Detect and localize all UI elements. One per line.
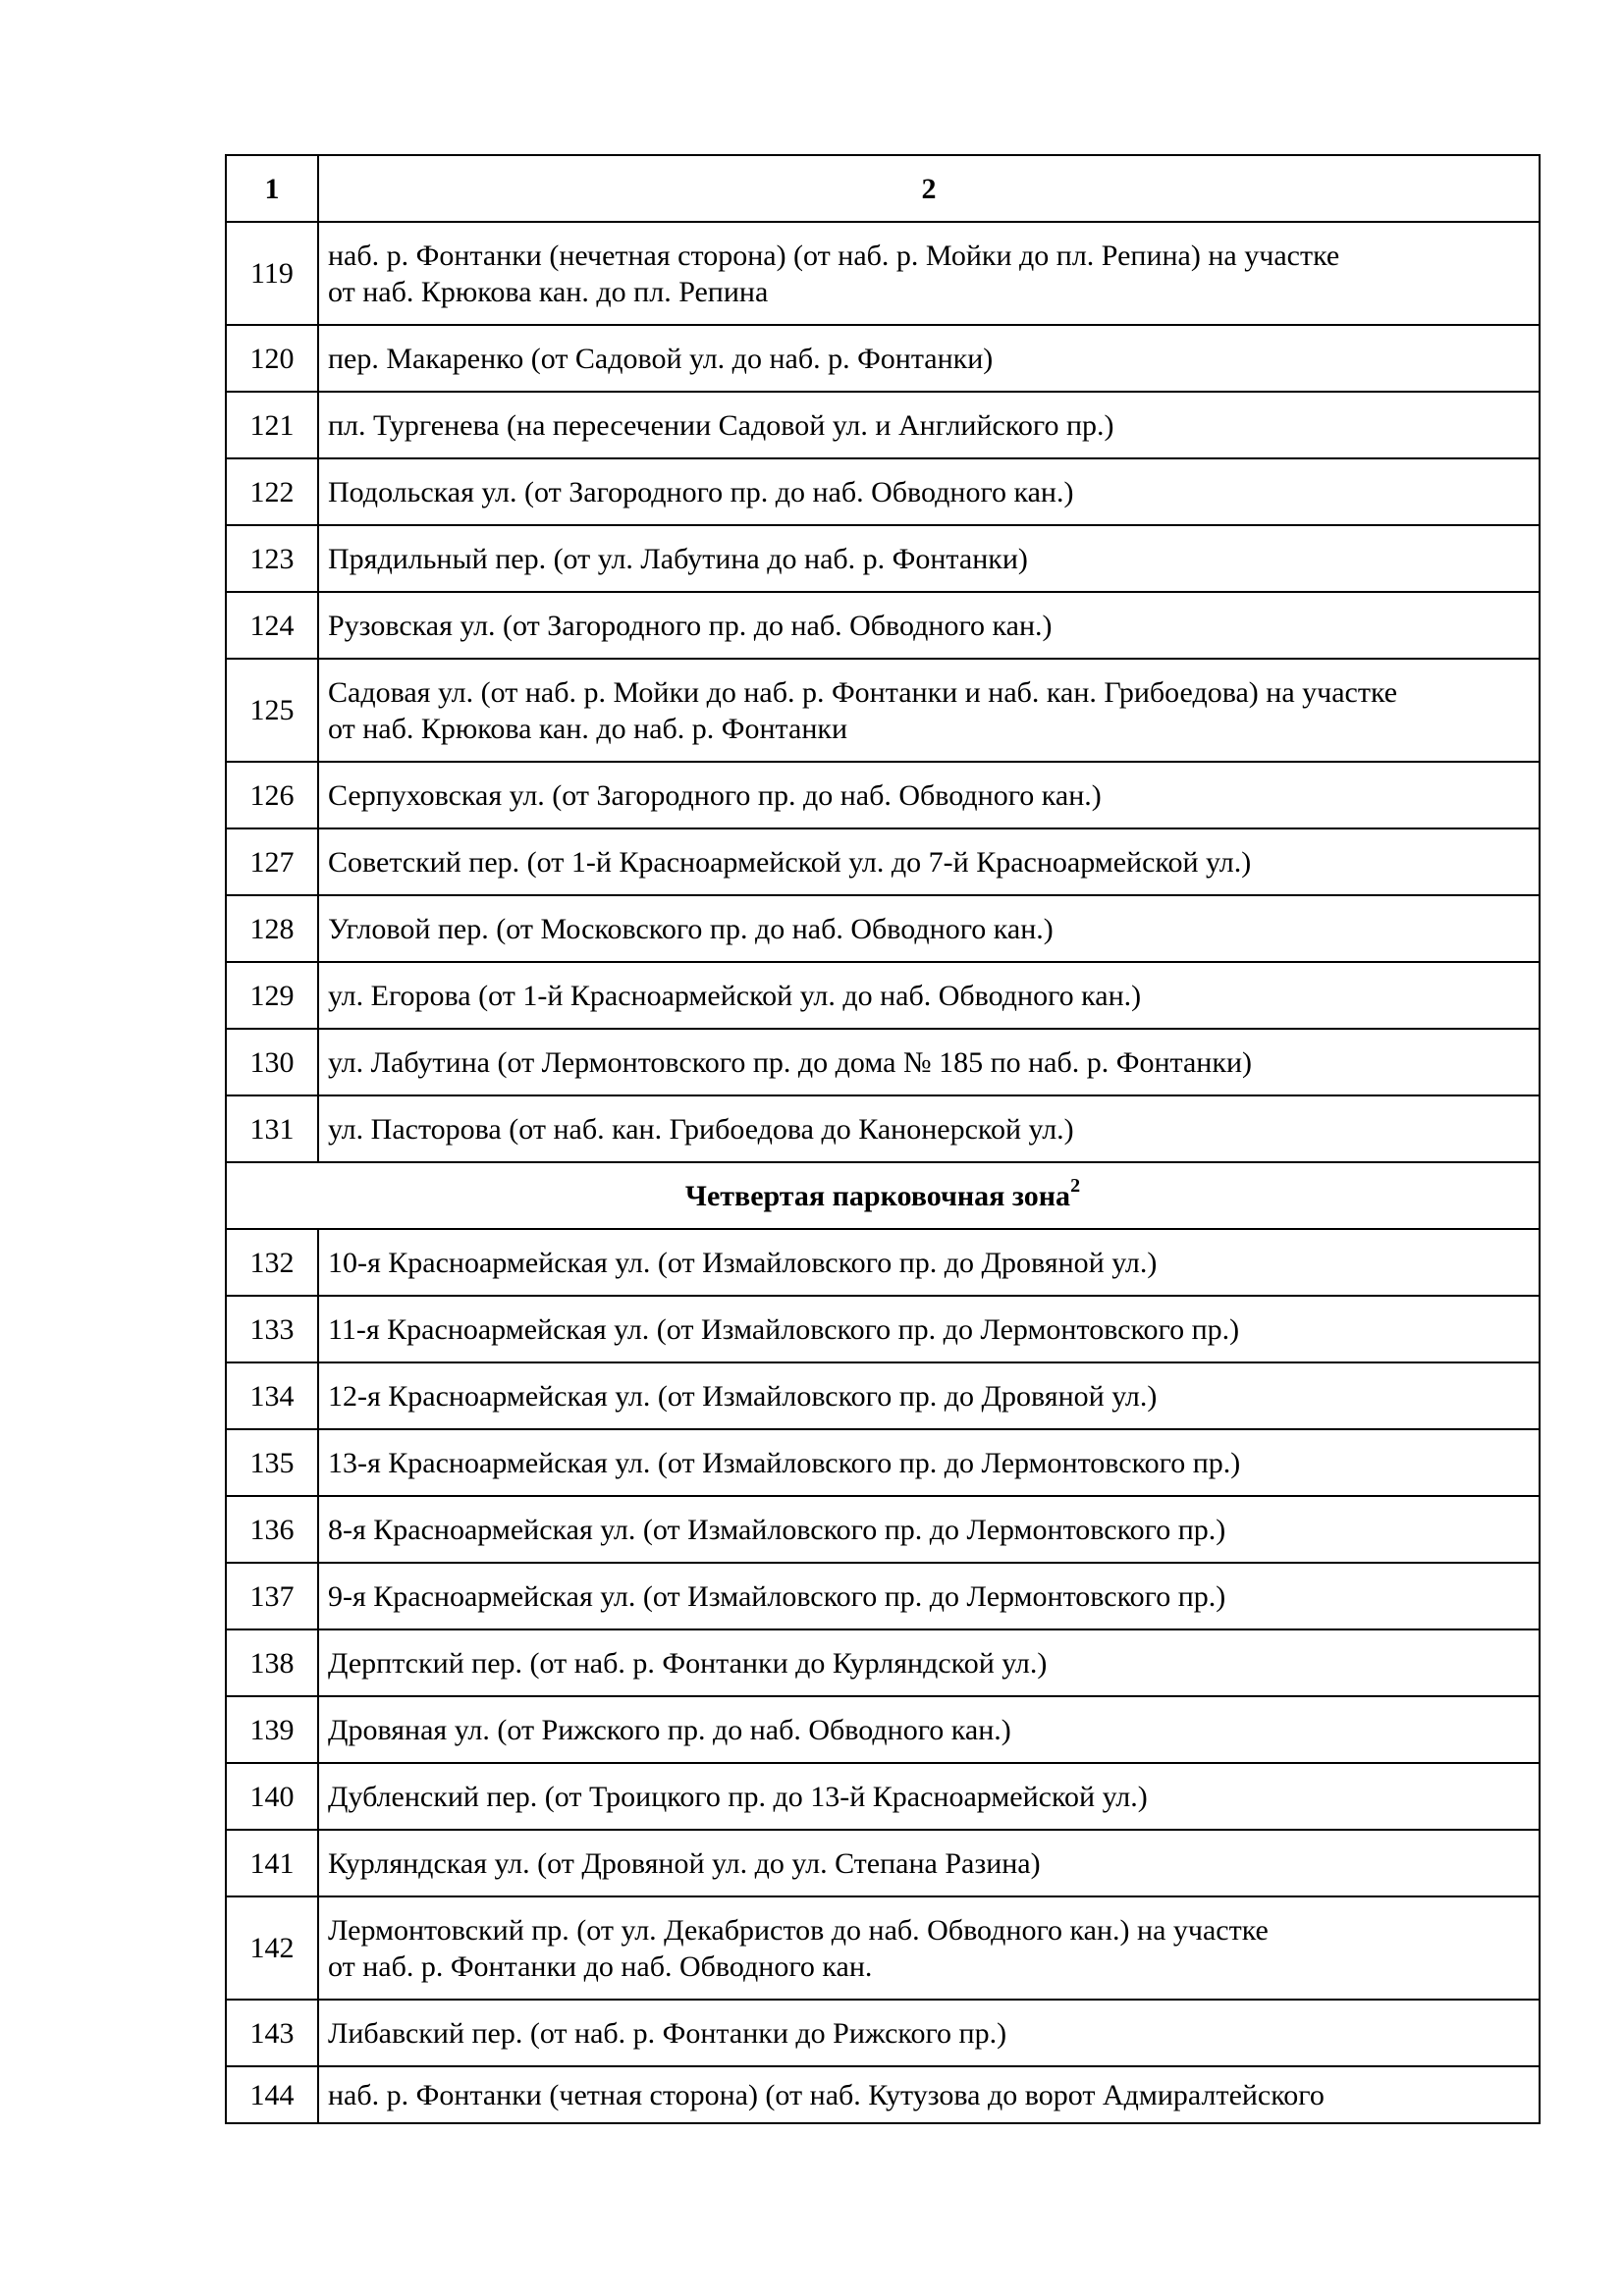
table-row [226, 1095, 1540, 1162]
table-row [226, 1896, 1540, 2000]
table-row [226, 1296, 1540, 1362]
table-row [226, 962, 1540, 1029]
street-description [318, 1095, 1540, 1162]
row-number: 144 [226, 2066, 318, 2123]
row-number: 132 [226, 1229, 318, 1296]
row-number: 133 [226, 1296, 318, 1362]
table-row [226, 1830, 1540, 1896]
section-footnote-mark: 2 [1070, 1174, 1081, 1197]
row-number: 124 [226, 592, 318, 659]
row-number: 136 [226, 1496, 318, 1563]
street-description-line: Угловой пер. (от Московского пр. до наб. Обводного кан.) [328, 912, 1054, 945]
row-number: 139 [226, 1696, 318, 1763]
table-header-row [226, 155, 1540, 222]
row-number: 131 [226, 1095, 318, 1162]
street-description-line: Курляндская ул. (от Дровяной ул. до ул. Степана Разина) [328, 1846, 1041, 1880]
street-description [318, 525, 1540, 592]
row-number: 134 [226, 1362, 318, 1429]
street-description [318, 1629, 1540, 1696]
table-row [226, 1229, 1540, 1296]
street-description-line: Лермонтовский пр. (от ул. Декабристов до наб. Обводного кан.) на участке [328, 1913, 1269, 1947]
street-description [318, 895, 1540, 962]
table-row [226, 1029, 1540, 1095]
street-description [318, 659, 1540, 762]
table-row [226, 222, 1540, 325]
street-description-line: Либавский пер. (от наб. р. Фонтанки до Рижского пр.) [328, 2016, 1007, 2050]
street-description-line: Прядильный пер. (от ул. Лабутина до наб. р. Фонтанки) [328, 542, 1028, 575]
street-description [318, 222, 1540, 325]
street-description [318, 828, 1540, 895]
row-number: 138 [226, 1629, 318, 1696]
street-description-line: наб. р. Фонтанки (нечетная сторона) (от наб. р. Мойки до пл. Репина) на участке [328, 239, 1340, 272]
row-number: 128 [226, 895, 318, 962]
street-description-line: 12-я Красноармейская ул. (от Измайловского пр. до Дровяной ул.) [328, 1379, 1158, 1413]
street-description [318, 1496, 1540, 1563]
row-number: 127 [226, 828, 318, 895]
street-description [318, 1296, 1540, 1362]
table-row [226, 659, 1540, 762]
street-description-line: 11-я Красноармейская ул. (от Измайловского пр. до Лермонтовского пр.) [328, 1312, 1240, 1346]
street-description [318, 962, 1540, 1029]
street-description-line: Дубленский пер. (от Троицкого пр. до 13-й Красноармейской ул.) [328, 1780, 1148, 1813]
section-header-row [226, 1162, 1540, 1229]
street-description [318, 1763, 1540, 1830]
street-description [318, 1896, 1540, 2000]
row-number: 126 [226, 762, 318, 828]
table-row [226, 1563, 1540, 1629]
table-row [226, 895, 1540, 962]
row-number: 125 [226, 659, 318, 762]
street-description [318, 1229, 1540, 1296]
table-row [226, 325, 1540, 392]
street-description-line: пер. Макаренко (от Садовой ул. до наб. р. Фонтанки) [328, 342, 994, 375]
street-description [318, 392, 1540, 458]
street-description-line: пл. Тургенева (на пересечении Садовой ул. и Английского пр.) [328, 408, 1114, 442]
street-description [318, 1429, 1540, 1496]
street-description [318, 592, 1540, 659]
street-description-line: ул. Лабутина (от Лермонтовского пр. до дома № 185 по наб. р. Фонтанки) [328, 1045, 1252, 1079]
table-row [226, 2066, 1540, 2123]
street-description-line: ул. Егорова (от 1-й Красноармейской ул. до наб. Обводного кан.) [328, 979, 1142, 1012]
table-row [226, 458, 1540, 525]
street-description-line: Дерптский пер. (от наб. р. Фонтанки до Курляндской ул.) [328, 1646, 1048, 1680]
header-col-description: 2 [318, 155, 1540, 222]
street-description-line: от наб. р. Фонтанки до наб. Обводного кан. [328, 1949, 873, 1983]
row-number: 135 [226, 1429, 318, 1496]
row-number: 120 [226, 325, 318, 392]
table-row [226, 1496, 1540, 1563]
street-description-line: Дровяная ул. (от Рижского пр. до наб. Обводного кан.) [328, 1713, 1011, 1746]
row-number: 140 [226, 1763, 318, 1830]
street-description [318, 762, 1540, 828]
row-number: 122 [226, 458, 318, 525]
row-number: 129 [226, 962, 318, 1029]
street-description-line: наб. р. Фонтанки (четная сторона) (от наб. Кутузова до ворот Адмиралтейского [328, 2078, 1325, 2111]
street-description-line: от наб. Крюкова кан. до пл. Репина [328, 275, 769, 308]
table-row [226, 828, 1540, 895]
row-number: 142 [226, 1896, 318, 2000]
row-number: 119 [226, 222, 318, 325]
row-number: 143 [226, 2000, 318, 2066]
document-page [225, 154, 1541, 2124]
street-description-line: Серпуховская ул. (от Загородного пр. до наб. Обводного кан.) [328, 778, 1102, 812]
street-description [318, 2066, 1540, 2123]
street-description [318, 1029, 1540, 1095]
street-description-line: от наб. Крюкова кан. до наб. р. Фонтанки [328, 712, 848, 745]
row-number: 123 [226, 525, 318, 592]
street-description [318, 1696, 1540, 1763]
table-row [226, 1362, 1540, 1429]
header-col-number: 1 [226, 155, 318, 222]
section-title: Четвертая парковочная зона [684, 1179, 1071, 1212]
street-description-line: Советский пер. (от 1-й Красноармейской ул. до 7-й Красноармейской ул.) [328, 845, 1252, 879]
section-title-cell [226, 1162, 1540, 1229]
table-row [226, 1696, 1540, 1763]
table-row [226, 2000, 1540, 2066]
street-description-line: Рузовская ул. (от Загородного пр. до наб. Обводного кан.) [328, 609, 1053, 642]
street-description [318, 325, 1540, 392]
row-number: 121 [226, 392, 318, 458]
street-description [318, 1563, 1540, 1629]
street-description-line: 13-я Красноармейская ул. (от Измайловского пр. до Лермонтовского пр.) [328, 1446, 1241, 1479]
street-description-line: Садовая ул. (от наб. р. Мойки до наб. р. Фонтанки и наб. кан. Грибоедова) на участке [328, 675, 1398, 709]
table-row [226, 1629, 1540, 1696]
table-row [226, 592, 1540, 659]
table-row [226, 1763, 1540, 1830]
row-number: 137 [226, 1563, 318, 1629]
street-description [318, 2000, 1540, 2066]
street-description-line: 8-я Красноармейская ул. (от Измайловского пр. до Лермонтовского пр.) [328, 1513, 1226, 1546]
street-description [318, 458, 1540, 525]
table-row [226, 525, 1540, 592]
table-row [226, 1429, 1540, 1496]
street-description-line: 10-я Красноармейская ул. (от Измайловского пр. до Дровяной ул.) [328, 1246, 1158, 1279]
street-description [318, 1830, 1540, 1896]
table-row [226, 762, 1540, 828]
row-number: 130 [226, 1029, 318, 1095]
street-description-line: Подольская ул. (от Загородного пр. до наб. Обводного кан.) [328, 475, 1074, 508]
street-description-line: ул. Пасторова (от наб. кан. Грибоедова до Канонерской ул.) [328, 1112, 1074, 1146]
row-number: 141 [226, 1830, 318, 1896]
table-row [226, 392, 1540, 458]
street-description-line: 9-я Красноармейская ул. (от Измайловского пр. до Лермонтовского пр.) [328, 1579, 1226, 1613]
parking-zone-streets-table [225, 154, 1541, 2124]
street-description [318, 1362, 1540, 1429]
